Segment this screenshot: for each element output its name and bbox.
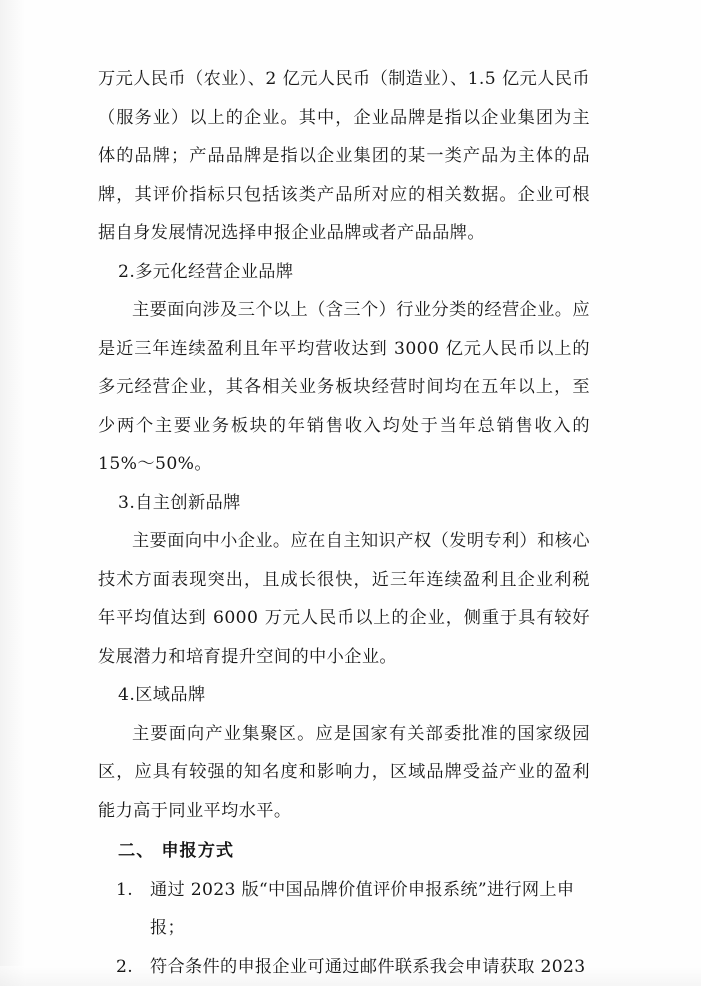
page-edge-shadow-left xyxy=(0,0,26,986)
page-content xyxy=(98,60,590,986)
list-item xyxy=(98,948,590,986)
heading-innovation-brand: 3.自主创新品牌 xyxy=(118,492,241,513)
application-method-list xyxy=(98,871,590,986)
paragraph-intro: 万元人民币（农业）、2 亿元人民币（制造业）、1.5 亿元人民币（服务业）以上的企业。其中，企业品牌是指以企业集团为主体的品牌；产品品牌是指以企业集团的某一类产品为主体的品牌，其评价指标只包括该类产品所对应的相关数据。企业可根据自身发展情况选择申报企业品牌或者产品品牌。 xyxy=(98,69,590,243)
list-item-label: 符合条件的申报企业可通过邮件联系我会申请获取 2023 xyxy=(150,956,586,977)
paragraph-innovation-brand: 主要面向中小企业。应在自主知识产权（发明专利）和核心技术方面表现突出，且成长很快，近三年连续盈利且企业利税年平均值达到 6000 万元人民币以上的企业，侧重于具有较好发展潜力和培育提升空间的中小企业。 xyxy=(98,531,590,667)
paragraph-regional-brand: 主要面向产业集聚区。应是国家有关部委批准的国家级园区，应具有较强的知名度和影响力，区域品牌受益产业的盈利能力高于同业平均水平。 xyxy=(98,723,590,821)
list-item-label: 通过 2023 版“中国品牌价值评价申报系统”进行网上申报； xyxy=(150,879,575,938)
paragraph-diversified-brand: 主要面向涉及三个以上（含三个）行业分类的经营企业。应是近三年连续盈利且年平均营收达到 3000 亿元人民币以上的多元经营企业，其各相关业务板块经营时间均在五年以上，至少两个主要业务板块的年销售收入均处于当年总销售收入的 15%～50%。 xyxy=(98,300,590,474)
list-item-number: 1. xyxy=(116,879,133,900)
section-title-application-method: 二、 申报方式 xyxy=(118,841,235,861)
heading-diversified-brand: 2.多元化经营企业品牌 xyxy=(118,261,294,282)
list-item xyxy=(98,871,590,948)
heading-regional-brand: 4.区域品牌 xyxy=(118,685,206,705)
list-item-number: 2. xyxy=(116,956,133,977)
